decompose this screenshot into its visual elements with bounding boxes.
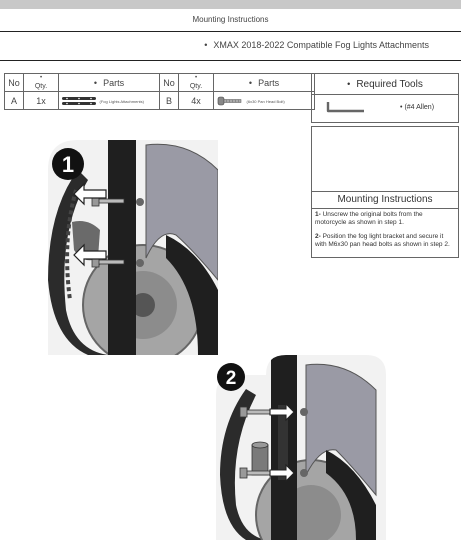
step-1-number: 1 (61, 152, 75, 177)
part-b-no: B (160, 92, 179, 110)
part-a-qty: 1x (24, 92, 59, 110)
tools-body (312, 95, 458, 122)
bolt-part-icon (216, 96, 244, 106)
bracket-part-icon (61, 96, 97, 106)
step-1-illustration (48, 140, 218, 355)
product-subtitle (204, 40, 429, 50)
subtitle-text: XMAX 2018-2022 Compatible Fog Lights Attachments (213, 40, 429, 50)
required-tools-box (311, 73, 459, 123)
top-bar (0, 0, 461, 9)
part-a-no: A (5, 92, 24, 110)
no-header-2: No (160, 74, 179, 92)
no-header: No (5, 74, 24, 92)
part-a-cell (59, 92, 160, 110)
subtitle-divider (0, 60, 461, 61)
instructions-blank-area (312, 127, 458, 192)
instruction-step-1: 1- Unscrew the original bolts from the motorcycle as shown in step 1. (315, 211, 423, 226)
part-b-desc: (6x30 Pan Head Bolt) (246, 99, 285, 105)
page-title: Mounting Instructions (192, 15, 269, 24)
part-b-qty: 4x (179, 92, 214, 110)
allen-key-icon (326, 101, 366, 115)
mounting-instructions-box (311, 126, 459, 258)
qty-header: • Qty. (24, 74, 59, 92)
part-b-cell (214, 92, 315, 110)
tool-item: • (#4 Allen) (400, 104, 435, 111)
parts-table-row (5, 92, 315, 110)
qty-header-2: • Qty. (179, 74, 214, 92)
step-2-number: 2 (225, 368, 237, 389)
parts-table (4, 73, 315, 110)
parts-header-2: • Parts (214, 74, 315, 92)
header-divider (0, 31, 461, 32)
tools-header: • Required Tools (312, 74, 458, 95)
part-a-desc: (Fog Lights Attachments) (99, 99, 144, 105)
instruction-step-2: 2- Position the fog light bracket and secure it with M6x30 pan head bolts as shown in step 2. (315, 233, 450, 248)
bullet-icon: • (204, 40, 208, 50)
instructions-title: Mounting Instructions (312, 192, 458, 209)
parts-table-header (5, 74, 315, 92)
step-2-illustration (216, 355, 386, 540)
parts-header: • Parts (59, 74, 160, 92)
fog-light-shape (252, 445, 268, 475)
fork-shape (108, 140, 136, 355)
